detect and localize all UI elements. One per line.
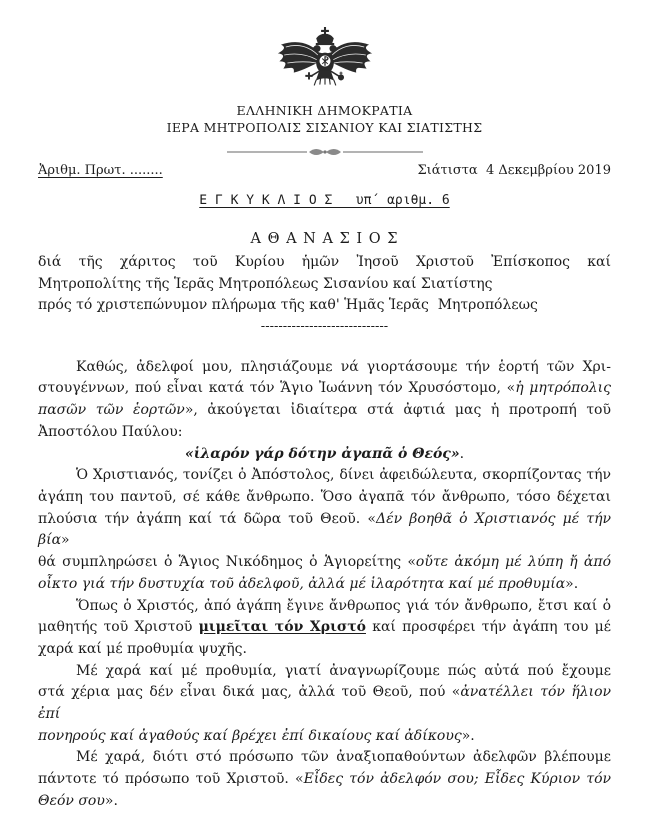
text-line: πονηρούς καί ἀγαθούς καί βρέχει ἐπί δικαίους καί ἀδίκους».	[38, 727, 475, 744]
text-line: πρός τό χριστεπώνυμον πλήρωμα τῆς καθ' Ἡμᾶς Ἱερᾶς Μητροπόλεως	[38, 297, 538, 314]
paragraph	[38, 252, 611, 317]
text-line: Ἀποστόλου Παύλου:	[38, 423, 183, 440]
text-line: «ἱλαρόν γάρ δότην ἀγαπᾶ ὁ Θεός».	[184, 445, 465, 462]
double-headed-eagle-icon	[273, 26, 377, 100]
paragraph	[38, 465, 616, 595]
text-line: οἶκτο γιά τήν δυστυχία τοῦ ἀδελφοῦ, ἀλλά μέ ἱλαρότητα καί μέ προθυμία».	[38, 575, 579, 592]
text-line: πασῶν τῶν ἑορτῶν», ἀκούγεται ἰδιαίτερα στά ἀφτιά μας ἡ προτροπή τοῦ	[38, 402, 612, 419]
encyclical-title: Ε Γ Κ Υ Κ Λ Ι Ο Σ υπ΄ αριθμ. 6	[199, 193, 450, 208]
paragraph	[38, 747, 611, 812]
text-line: στουγέννων, πού εἶναι κατά τόν Ἅγιο Ἰωάννη τόν Χρυσόστομο, «ἡ μητρόπολις	[38, 380, 611, 397]
text-line: Μέ χαρά καί μέ προθυμία, γιατί ἀναγνωρίζουμε πώς αὐτά πού ἔχουμε	[76, 662, 611, 679]
paragraph	[38, 357, 611, 444]
paragraph	[38, 596, 611, 661]
paragraph	[38, 661, 616, 748]
text-line: ἀγάπη του παντοῦ, σέ κάθε ἄνθρωπο. Ὅσο ἀγαπᾶ τόν ἄνθρωπο, τόσο δέχεται	[38, 489, 611, 505]
document-date: Σιάτιστα 4 Δεκεμβρίου 2019	[417, 163, 611, 178]
text-line: Καθώς, ἀδελφοί μου, πλησιάζουμε νά γιορτάσουμε τήν ἑορτή τῶν Χρι-	[76, 358, 611, 375]
metropolis-heading: ΙΕΡΑ ΜΗΤΡΟΠΟΛΙΣ ΣΙΣΑΝΙΟΥ ΚΑΙ ΣΙΑΤΙΣΤΗΣ	[166, 120, 483, 135]
text-line: στά χέρια μας δέν εἶναι δικά μας, ἀλλά τοῦ Θεοῦ, πού «ἀνατέλλει τόν ἥλιον ἐπί	[38, 684, 616, 723]
text-line: Μητροπολίτης τῆς Ἱερᾶς Μητροπόλεως Σισανίου καί Σιατίστης	[38, 275, 493, 292]
text-line: Ὅπως ὁ Χριστός, ἀπό ἀγάπη ἔγινε ἄνθρωπος γιά τόν ἄνθρωπο, ἔτσι καί ὁ	[76, 597, 611, 614]
document-body	[38, 357, 616, 813]
text-line: Ὁ Χριστιανός, τονίζει ὁ Ἀπόστολος, δίνει ἀφειδώλευτα, σκορπίζοντας τήν	[76, 467, 611, 484]
emblem-container	[0, 26, 649, 102]
text-line: πάντοτε τό πρόσωπο τοῦ Χριστοῦ. «Εἶδες τόν ἀδελφόν σου; Εἶδες Κύριον τόν	[38, 771, 612, 788]
protocol-number-label: Ἀριθμ. Πρωτ. ........	[38, 163, 163, 178]
paragraph	[38, 444, 611, 466]
text-line: θά συμπληρώσει ὁ Ἅγιος Νικόδημος ὁ Ἁγιορείτης «οὔτε ἀκόμη μέ λύπη ἤ ἀπό	[38, 554, 611, 571]
text-line: διά τῆς χάριτος τοῦ Κυρίου ἡμῶν Ἰησοῦ Χριστοῦ Ἐπίσκοπος καί	[38, 254, 611, 270]
meta-row	[38, 163, 611, 178]
text-line: μαθητής τοῦ Χριστοῦ μιμεῖται τόν Χριστό καί προσφέρει τήν ἀγάπη του μέ	[38, 619, 611, 636]
text-line: πλούσια τήν ἀγάπη καί τά δῶρα τοῦ Θεοῦ. «Δέν βοηθᾶ ὁ Χριστιανός μέ τήν βία»	[38, 510, 616, 549]
text-line: Μέ χαρά, διότι στό πρόσωπο τῶν ἀναξιοπαθούντων ἀδελφῶν βλέπουμε	[76, 749, 611, 766]
ornamental-divider	[227, 145, 423, 159]
author-intro	[38, 252, 611, 317]
text-line: χαρά καί μέ προθυμία ψυχῆς.	[38, 640, 247, 657]
state-heading: ΕΛΛΗΝΙΚΗ ΔΗΜΟΚΡΑΤΙΑ	[236, 103, 413, 118]
dashed-separator: -----------------------------	[260, 318, 389, 334]
text-line: Θεόν σου».	[38, 792, 118, 809]
author-name: Α Θ Α Ν Α Σ Ι Ο Σ	[250, 231, 399, 247]
